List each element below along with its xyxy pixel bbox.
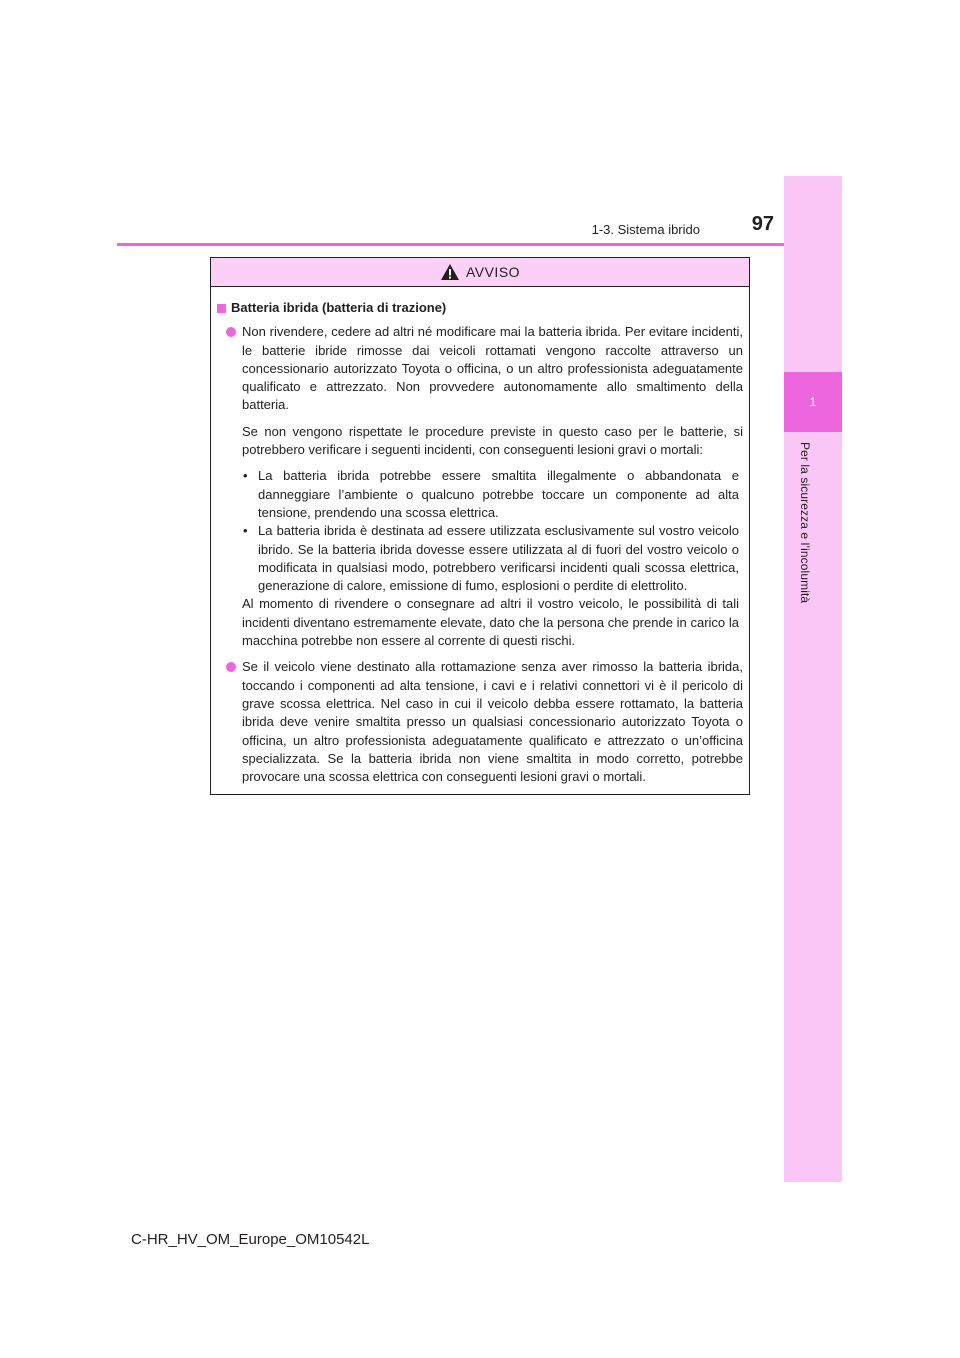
warning-sub-item-2-text: La batteria ibrida è destinata ad essere utilizzata esclusivamente sul vostro veicolo ibrido. Se la batteria ibrida dovesse essere utilizzata al di fuori del vostro veicolo o modificata in qualsiasi modo, potrebbero verificarsi incidenti quali scossa elettrica, generazione di calore, emissione di fumo, esplosioni o perdite di elettrolito. — [258, 523, 739, 594]
sub-item-mark: • — [243, 468, 248, 484]
warning-sub-list — [217, 467, 743, 595]
square-bullet-icon — [217, 304, 226, 313]
warning-subheading — [217, 299, 743, 317]
warning-triangle-icon — [440, 263, 460, 281]
warning-sub-item-1-text: La batteria ibrida potrebbe essere smaltita illegalmente o abbandonata e danneggiare l’ambiente o qualcuno potrebbe toccare un componente ad alta tensione, prendendo una scossa elettrica. — [258, 468, 739, 520]
warning-title: AVVISO — [465, 264, 521, 280]
page-number: 97 — [751, 213, 774, 235]
warning-paragraph-2: Al momento di rivendere o consegnare ad altri il vostro veicolo, le possibilità di tali incidenti diventano estremamente elevate, dato che la persona che prende in carico la macchina potrebbe non essere al corrente di questi rischi. — [242, 596, 739, 649]
warning-sub-item-2 — [242, 522, 743, 595]
header-rule — [117, 243, 784, 246]
warning-subheading-text: Batteria ibrida (batteria di trazione) — [231, 300, 447, 315]
warning-bullet-2-text: Se il veicolo viene destinato alla rottamazione senza aver rimosso la batteria ibrida, toccando i componenti ad alta tensione, i cavi e i relativi connettori vi è il pericolo di grave scossa elettrica. Nel caso in cui il veicolo debba essere rottamato, la batteria ibrida deve venire smaltita presso un qualsiasi concessionario autorizzato Toyota o officina, un altro professionista adeguatamente qualificato e attrezzato o un’officina specializzata. Se la batteria ibrida non viene smaltita in modo corretto, potrebbe provocare una scossa elettrica con conseguenti lesioni gravi o mortali. — [242, 659, 743, 785]
warning-header — [211, 258, 749, 287]
circle-bullet-icon — [226, 662, 236, 672]
warning-sub-item-1 — [242, 467, 743, 522]
warning-bullet-1-text: Non rivendere, cedere ad altri né modificare mai la batteria ibrida. Per evitare incidenti, le batterie ibride rimosse dai veicoli rottamati vengono raccolte attraverso un concessionario autorizzato Toyota o officina, o un altro professionista adeguatamente qualificato e attrezzato. Non provvedere autonomamente allo smaltimento della batteria. — [242, 324, 743, 413]
document-code: C-HR_HV_OM_Europe_OM10542L — [131, 1231, 370, 1248]
warning-paragraph-1: Se non vengono rispettate le procedure previste in questo caso per le batterie, si potrebbero verificare i seguenti incidenti, con conseguenti lesioni gravi o mortali: — [242, 423, 743, 458]
warning-bullet-2 — [217, 658, 743, 786]
chapter-label: Per la sicurezza e l’incolumità — [798, 442, 812, 604]
sub-item-mark: • — [243, 523, 248, 539]
warning-body — [211, 287, 749, 786]
warning-box — [210, 257, 750, 795]
circle-bullet-icon — [226, 327, 236, 337]
chapter-number: 1 — [809, 395, 817, 409]
section-title: 1-3. Sistema ibrido — [591, 222, 700, 237]
warning-bullet-1 — [217, 323, 743, 414]
